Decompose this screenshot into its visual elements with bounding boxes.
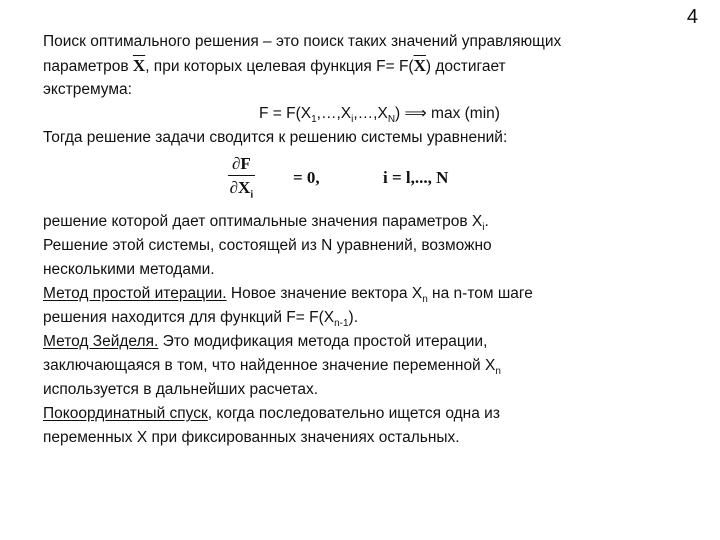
p1-text-a: параметров [43,58,133,75]
fraction [228,153,255,207]
method1-sub-n: n [422,294,428,306]
x-vector-symbol-2: $\overline{X}$ [413,56,426,75]
method1-text-b: на n-том шаге [427,285,533,302]
eq1-part-a: F = F(X [259,105,312,122]
method3-line2: переменных X при фиксированных значениях остальных. [43,429,460,446]
method3-text-a: , когда последовательно ищется одна из [207,405,500,422]
method1-title: Метод простой итерации. [43,285,227,302]
method3-line1 [43,402,683,426]
method1-line1 [43,282,683,306]
method2-text-b: заключающаяся в том, что найденное значение переменной X [43,357,496,374]
method2-title: Метод Зейделя. [43,333,159,350]
p1-text-b: , при которых целевая функция F= F( [145,58,414,75]
p1-line1: Поиск оптимального решения – это поиск таких значений управляющих [43,33,562,50]
method1-text-a: Новое значение вектора X [226,285,423,302]
objective-formula [43,102,683,126]
eq1-part-d: ) ⟹ max (min) [395,105,500,122]
partial-derivative-equation [43,150,683,210]
eq1-part-c: ,…,X [353,105,388,122]
method2-text-a: Это модификация метода простой итерации, [158,333,488,350]
p3-sub: i [482,222,485,234]
page-number: 4 [686,6,698,28]
p3-line [43,210,683,234]
method3-title: Покоординатный спуск [43,405,208,422]
method2-line3: используется в дальнейших расчетах. [43,381,319,398]
x-vector-symbol: $\overline{X}$ [132,56,146,75]
index-range: i = l,..., N [383,168,449,187]
p4-line2: несколькими методами. [43,261,215,278]
p3-end: . [484,213,489,230]
method1-text-c: решения находится для функций F= F(X [43,309,335,326]
fraction-numerator: ∂F [228,153,255,176]
method1-text-d: ). [348,309,359,326]
fraction-denominator [228,176,255,207]
equals-zero: = 0, [293,168,320,187]
slide-content [43,30,683,450]
den-sub: i [250,189,254,201]
method1-sub-n1: n-1 [334,318,349,330]
eq1-sub-1: 1 [311,114,317,126]
p4-line1: Решение этой системы, состоящей из N уравнений, возможно [43,237,492,254]
p1-line2 [43,54,683,78]
p1-text-c: ) достигает [425,58,506,75]
p3-text: решение которой дает оптимальные значения параметров X [43,213,483,230]
eq1-sub-n: N [387,114,396,126]
method2-line2 [43,354,683,378]
p2-line: Тогда решение задачи сводится к решению системы уравнений: [43,129,508,146]
p1-line3: экстремума: [43,81,132,98]
method2-sub-n: n [495,366,501,378]
den-text: ∂X [229,178,251,197]
method1-line2 [43,306,683,330]
method2-line1 [43,330,683,354]
eq1-part-b: ,…,X [316,105,352,122]
eq1-sub-i: i [351,114,354,126]
